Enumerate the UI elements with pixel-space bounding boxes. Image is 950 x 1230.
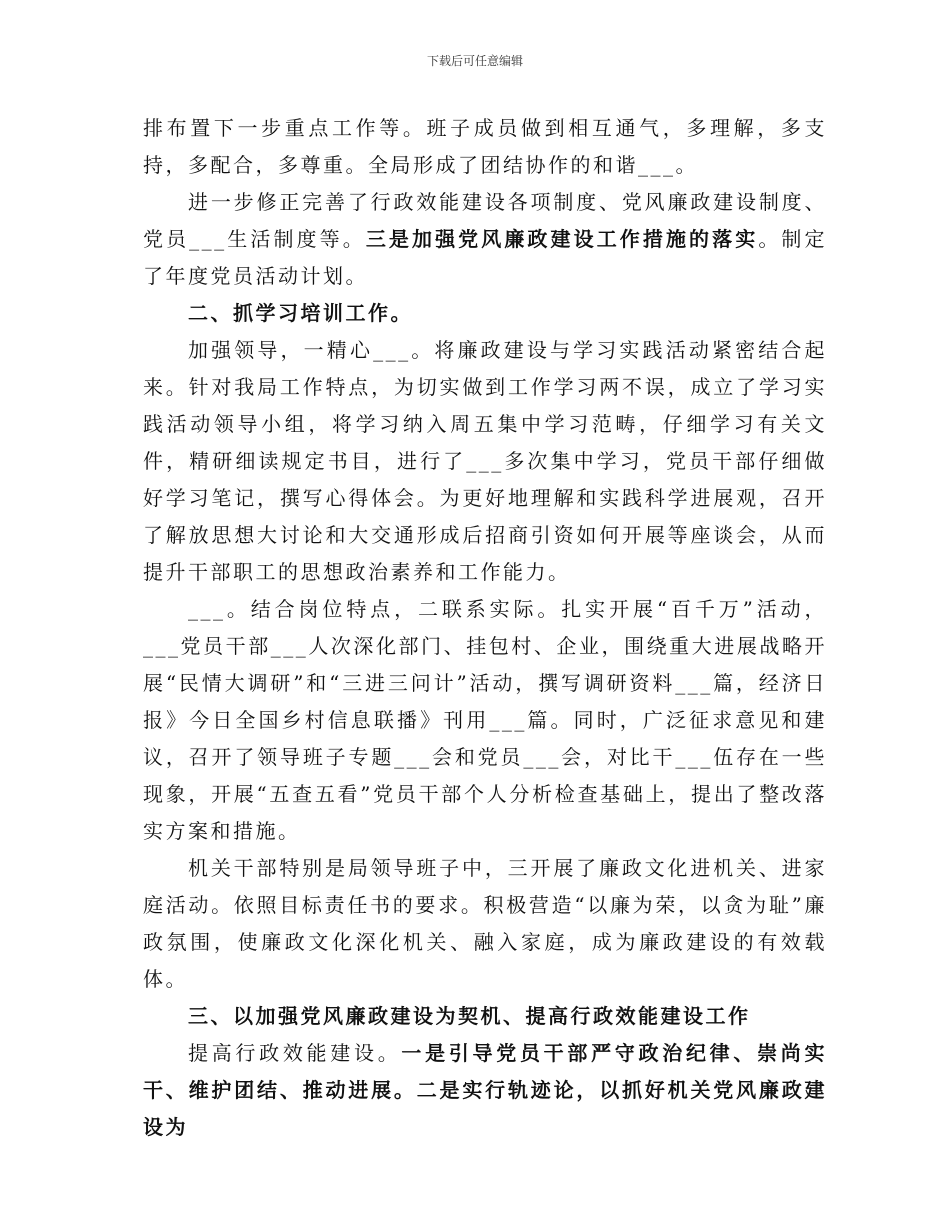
paragraph-2 [143,184,827,295]
paragraph-6-bold: 一是引导党员干部严守政治纪律、崇尚实干、维护团结、推动进展。二是实行轨迹论，以抓好机关党风廉政建设为 [143,1041,828,1139]
paragraph-6-text: 提高行政效能建设。 [188,1041,402,1065]
paragraph-6 [143,1035,827,1146]
section-heading-3: 三、以加强党风廉政建设为契机、提高行政效能建设工作 [188,1004,751,1028]
section-heading-2: 二、抓学习培训工作。 [188,301,413,325]
paragraph-2-tail: 。制定了年度党员活动计划。 [143,227,828,288]
paragraph-5: 机关干部特别是局领导班子中，三开展了廉政文化进机关、进家庭活动。依照目标责任书的要求。积极营造“以廉为荣，以贪为耻”廉政氛围，使廉政文化深化机关、融入家庭，成为廉政建设的有效载体。 [143,856,827,991]
paragraph-2-bold: 三是加强党风廉政建设工作措施的落实 [365,227,759,251]
paragraph-4: ___。结合岗位特点，二联系实际。扎实开展“百千万”活动，___党员干部___人次深化部门、挂包村、企业，围绕重大进展战略开展“民情大调研”和“三进三问计”活动，撰写调研资料___篇，经济日报》今日全国乡村信息联播》刊用___篇。同时，广泛征求意见和建议，召开了领导班子专题___会和党员___会，对比干___伍存在一些现象，开展“五查五看”党员干部个人分析检查基础上，提出了整改落实方案和措施。 [143,597,827,843]
paragraph-1: 排布置下一步重点工作等。班子成员做到相互通气，多理解，多支持，多配合，多尊重。全局形成了团结协作的和谐___。 [143,116,827,177]
paragraph-3: 加强领导，一精心___。将廉政建设与学习实践活动紧密结合起来。针对我局工作特点，为切实做到工作学习两不误，成立了学习实践活动领导小组，将学习纳入周五集中学习范畴，仔细学习有关文件，精研细读规定书目，进行了___多次集中学习，党员干部仔细做好学习笔记，撰写心得体会。为更好地理解和实践科学进展观，召开了解放思想大讨论和大交通形成后招商引资如何开展等座谈会，从而提升干部职工的思想政治素养和工作能力。 [143,338,827,584]
document-body [143,110,827,1146]
page-header: 下载后可任意编辑 [426,54,523,68]
paragraph-2-text: 进一步修正完善了行政效能建设各项制度、党风廉政建设制度、党员___生活制度等。 [143,190,827,251]
